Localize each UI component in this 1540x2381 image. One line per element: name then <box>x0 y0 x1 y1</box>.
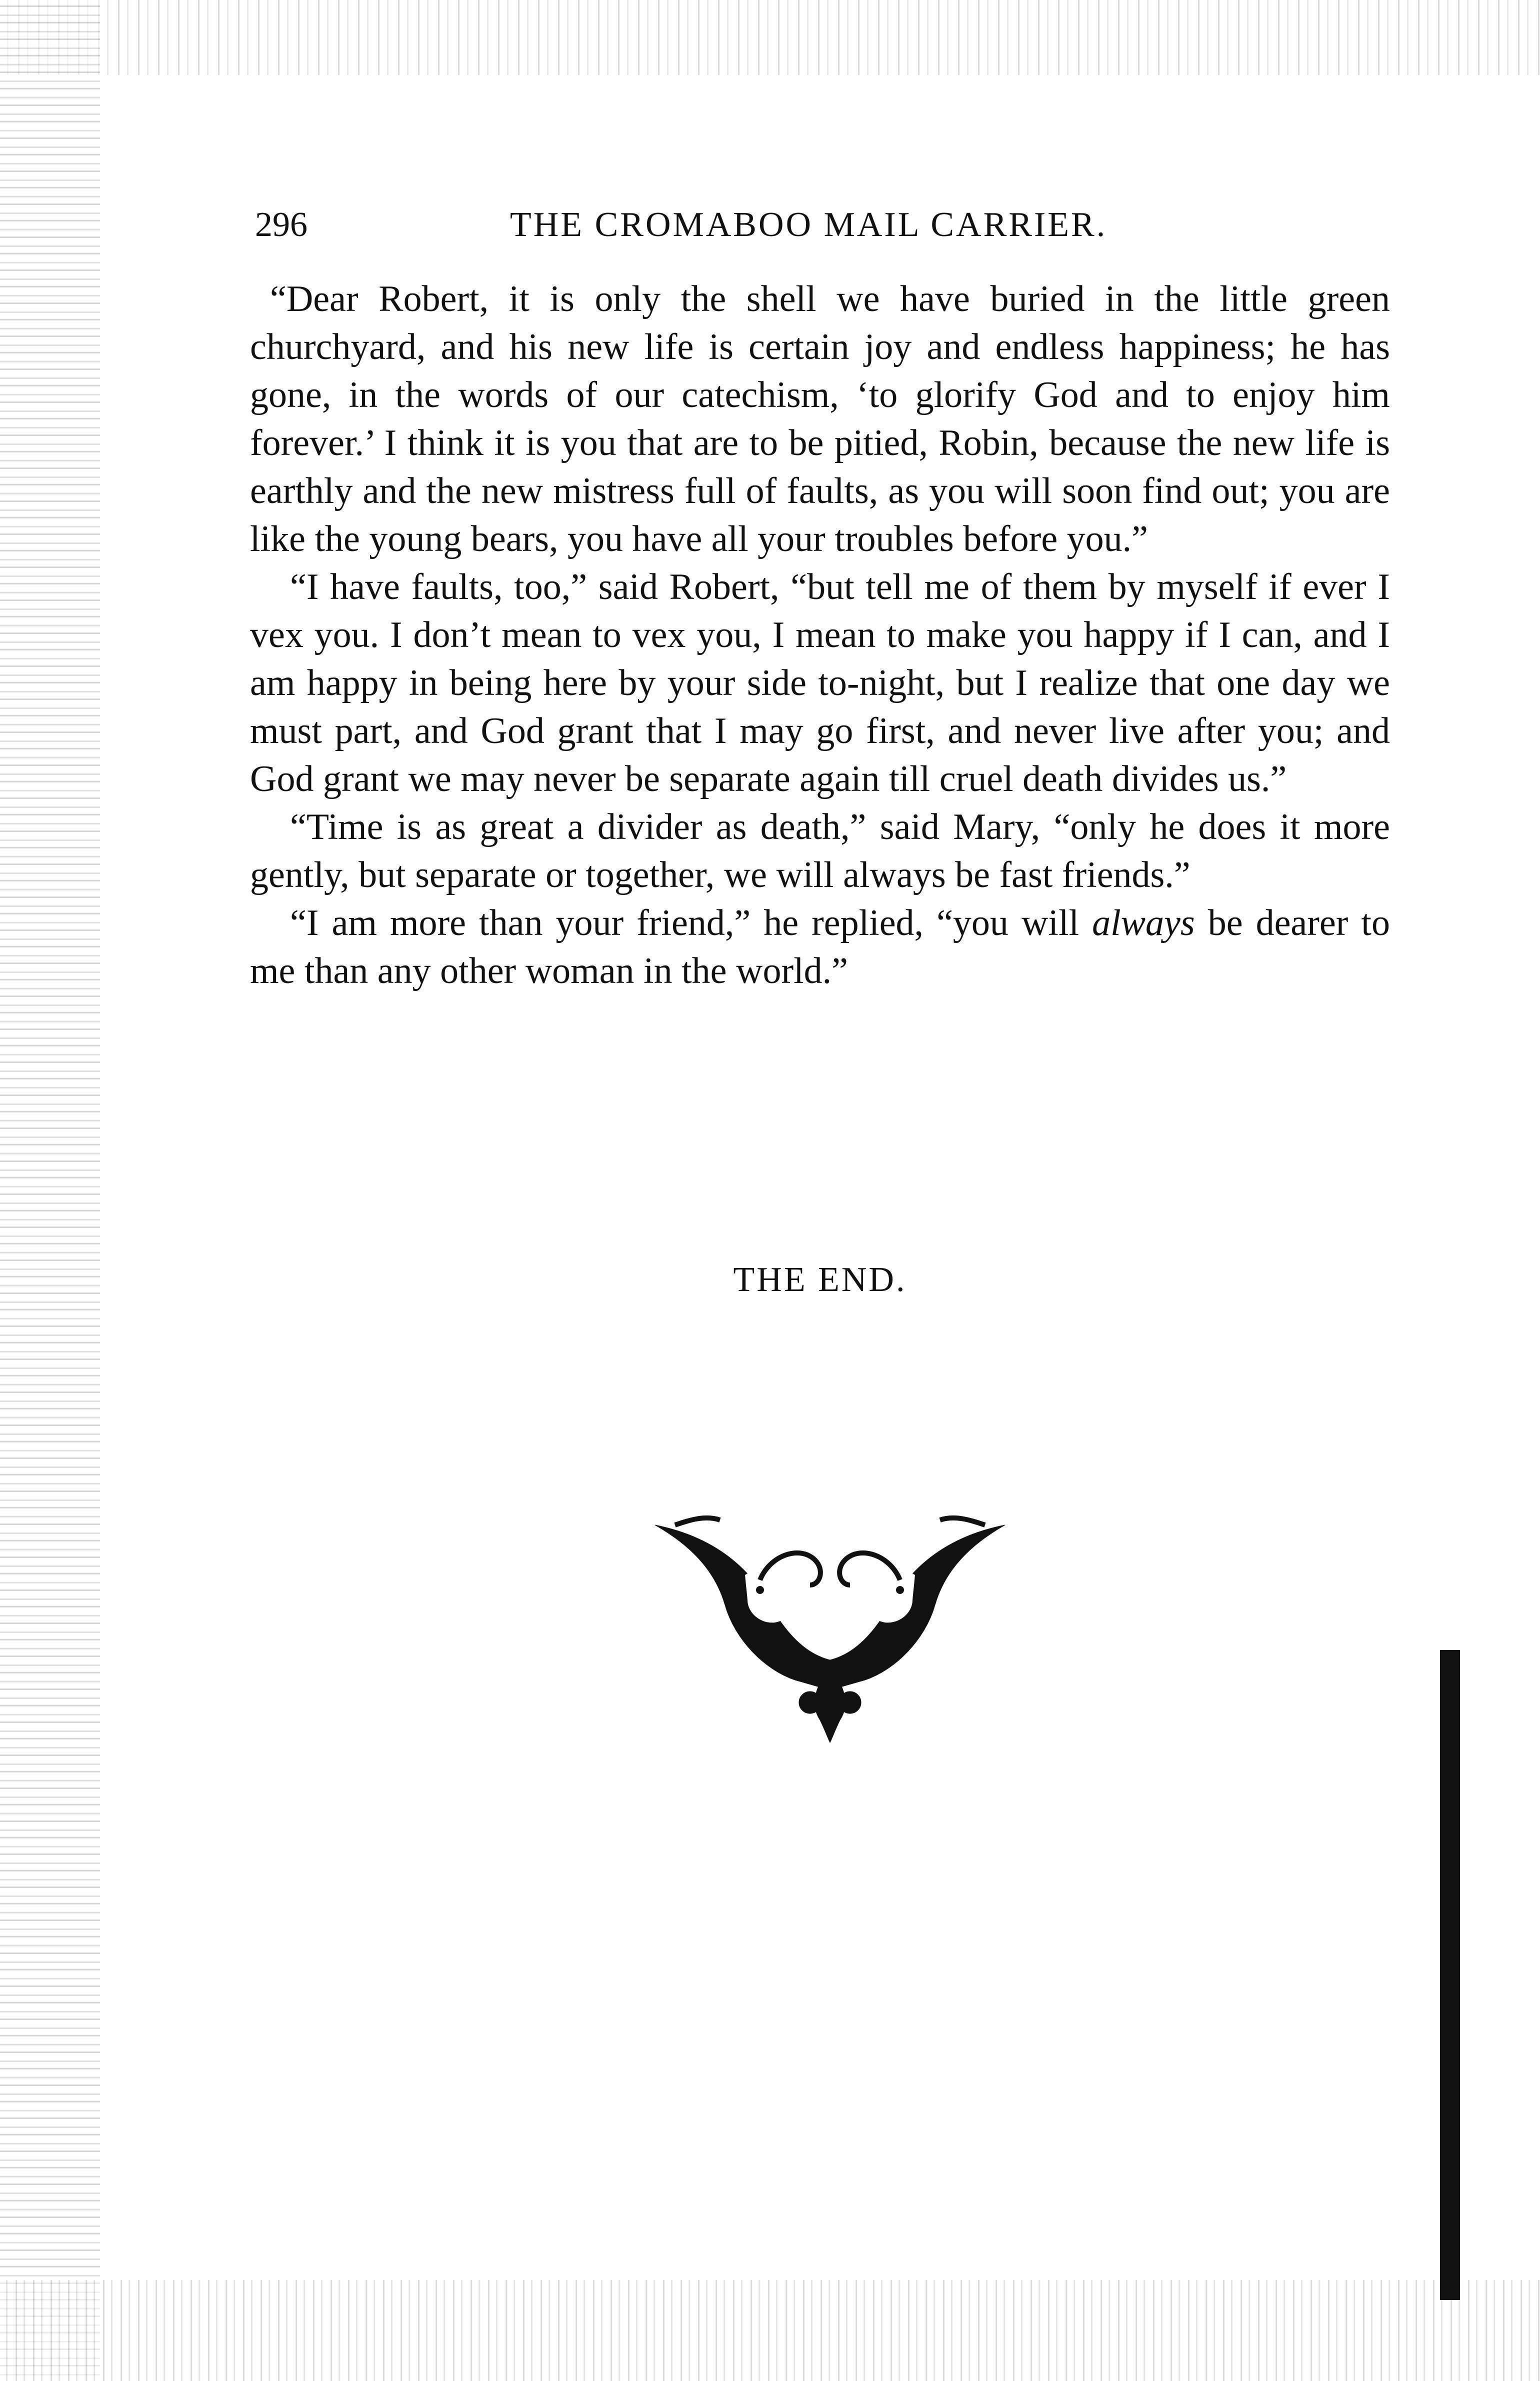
paragraph: “Dear Robert, it is only the shell we have buried in the little green churchyard, and his new life is certain joy and endless happiness; he has gone, in the words of our catechism, ‘to glorify God and to enjoy him forever.’ I think it is you that are to be pitied, Robin, because the new life is earthly and the new mistress full of faults, as you will soon find out; you are like the young bears, you have all your troubles before you.” <box>250 278 1390 560</box>
body-text <box>250 275 1390 995</box>
paragraph <box>250 899 1390 995</box>
scan-noise-top <box>0 0 1540 75</box>
running-title: THE CROMABOO MAIL CARRIER. <box>510 206 1108 244</box>
paragraph-text: “I am more than your friend,” he replied, “you will <box>290 902 1092 944</box>
paragraph: “Time is as great a divider as death,” said Mary, “only he does it more gently, but separate or together, we will always be fast friends.” <box>250 806 1390 896</box>
page-number: 296 <box>255 206 308 244</box>
paragraph-text: be dearer to me than any other woman in the world.” <box>250 902 1390 992</box>
book-page <box>250 195 1390 995</box>
scan-gutter-shadow <box>1440 1650 1460 2300</box>
italic-word: always <box>1092 902 1195 944</box>
running-head <box>250 195 1390 255</box>
griffin-tailpiece-ornament-icon <box>645 1505 1015 1745</box>
paragraph: “I have faults, too,” said Robert, “but tell me of them by myself if ever I vex you. I don’t mean to vex you, I mean to make you happy if I can, and I am happy in being here by your side to-night, but I realize that one day we must part, and God grant that I may go first, and never live after you; and God grant we may never be separate again till cruel death divides us.” <box>250 566 1390 800</box>
scan-noise-left <box>0 0 100 2381</box>
scan-noise-bottom <box>0 2280 1540 2381</box>
the-end-heading: THE END. <box>733 1260 907 1299</box>
